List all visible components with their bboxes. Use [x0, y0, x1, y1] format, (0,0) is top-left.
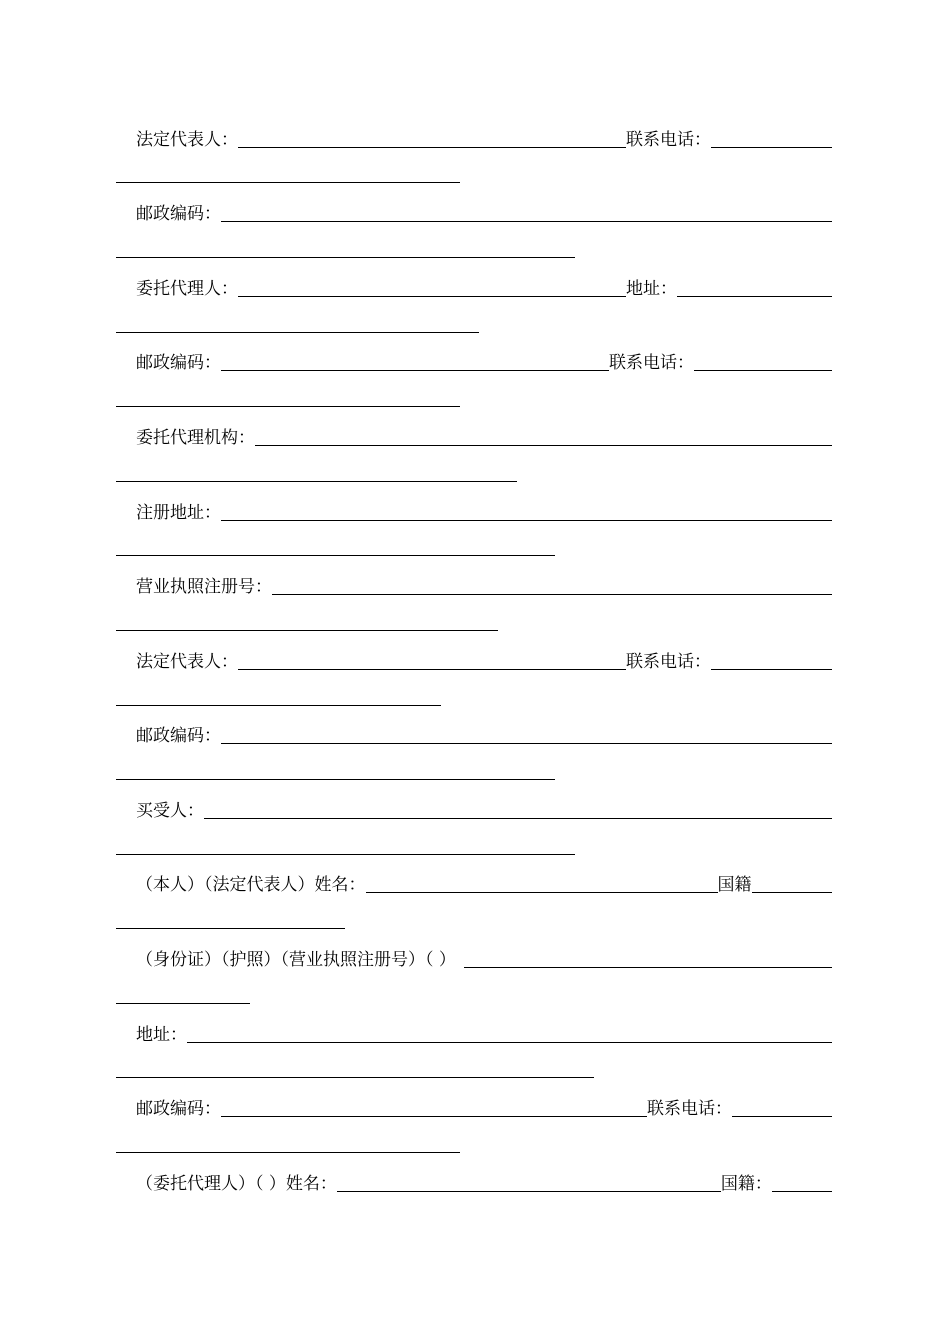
field-label: （本人）（法定代表人）姓名： — [136, 875, 366, 895]
field-label: 法定代表人： — [136, 652, 238, 672]
field-label: （身份证）（护照）（营业执照注册号）（ ） — [136, 950, 456, 970]
continuation-line[interactable] — [116, 630, 498, 631]
field-label: 委托代理机构： — [136, 428, 255, 448]
field-label: 邮政编码： — [136, 353, 221, 373]
field-label: 联系电话： — [647, 1099, 732, 1119]
form-row-id-doc — [136, 944, 832, 974]
continuation-line[interactable] — [116, 779, 555, 780]
form-row-postcode — [136, 198, 832, 228]
form-row-buyer — [136, 795, 832, 825]
field-label: 邮政编码： — [136, 726, 221, 746]
form-row-legal-rep-2 — [136, 646, 832, 676]
phone-field[interactable] — [711, 669, 832, 670]
field-label: 邮政编码： — [136, 204, 221, 224]
field-label: 法定代表人： — [136, 130, 238, 150]
continuation-line[interactable] — [116, 406, 460, 407]
nationality-field[interactable] — [752, 892, 833, 893]
phone-field[interactable] — [694, 370, 832, 371]
address-field[interactable] — [187, 1042, 832, 1043]
continuation-line[interactable] — [116, 1152, 460, 1153]
form-row-name-nationality — [136, 869, 832, 899]
form-row-agent-name-nationality — [136, 1168, 832, 1198]
continuation-line[interactable] — [116, 1077, 594, 1078]
continuation-line[interactable] — [116, 257, 575, 258]
form-row-postcode-2 — [136, 720, 832, 750]
legal-rep-field[interactable] — [238, 669, 626, 670]
field-label: 邮政编码： — [136, 1099, 221, 1119]
postcode-field[interactable] — [221, 370, 609, 371]
form-row-reg-address — [136, 497, 832, 527]
form-row-agent — [136, 273, 832, 303]
postcode-field[interactable] — [221, 221, 832, 222]
continuation-line[interactable] — [116, 182, 460, 183]
legal-rep-field[interactable] — [238, 147, 626, 148]
agency-field[interactable] — [255, 445, 832, 446]
agent-field[interactable] — [238, 296, 626, 297]
continuation-line[interactable] — [116, 332, 479, 333]
field-label: 联系电话： — [609, 353, 694, 373]
continuation-line[interactable] — [116, 481, 517, 482]
field-label: 地址： — [136, 1025, 187, 1045]
address-field[interactable] — [677, 296, 832, 297]
continuation-line[interactable] — [116, 854, 575, 855]
continuation-line[interactable] — [116, 555, 555, 556]
reg-address-field[interactable] — [221, 520, 832, 521]
form-row-address — [136, 1019, 832, 1049]
form-row-legal-rep — [136, 124, 832, 154]
form-row-agency — [136, 422, 832, 452]
field-label: （委托代理人）（ ）姓名： — [136, 1174, 337, 1194]
buyer-field[interactable] — [204, 818, 832, 819]
license-no-field[interactable] — [272, 594, 832, 595]
field-label: 营业执照注册号： — [136, 577, 272, 597]
id-number-field[interactable] — [464, 967, 832, 968]
form-row-license-no — [136, 571, 832, 601]
nationality-field[interactable] — [772, 1191, 832, 1192]
form-row-postcode-phone — [136, 347, 832, 377]
phone-field[interactable] — [732, 1116, 832, 1117]
phone-field[interactable] — [711, 147, 832, 148]
form-row-postcode-phone-2 — [136, 1093, 832, 1123]
field-label: 地址： — [626, 279, 677, 299]
postcode-field[interactable] — [221, 743, 832, 744]
postcode-field[interactable] — [221, 1116, 647, 1117]
continuation-line[interactable] — [116, 1003, 250, 1004]
field-label: 买受人： — [136, 801, 204, 821]
name-field[interactable] — [366, 892, 718, 893]
field-label: 注册地址： — [136, 503, 221, 523]
name-field[interactable] — [337, 1191, 721, 1192]
field-label: 委托代理人： — [136, 279, 238, 299]
field-label: 国籍 — [717, 875, 752, 895]
field-label: 联系电话： — [626, 130, 711, 150]
continuation-line[interactable] — [116, 928, 345, 929]
field-label: 国籍： — [720, 1174, 772, 1194]
field-label: 联系电话： — [626, 652, 711, 672]
continuation-line[interactable] — [116, 705, 441, 706]
